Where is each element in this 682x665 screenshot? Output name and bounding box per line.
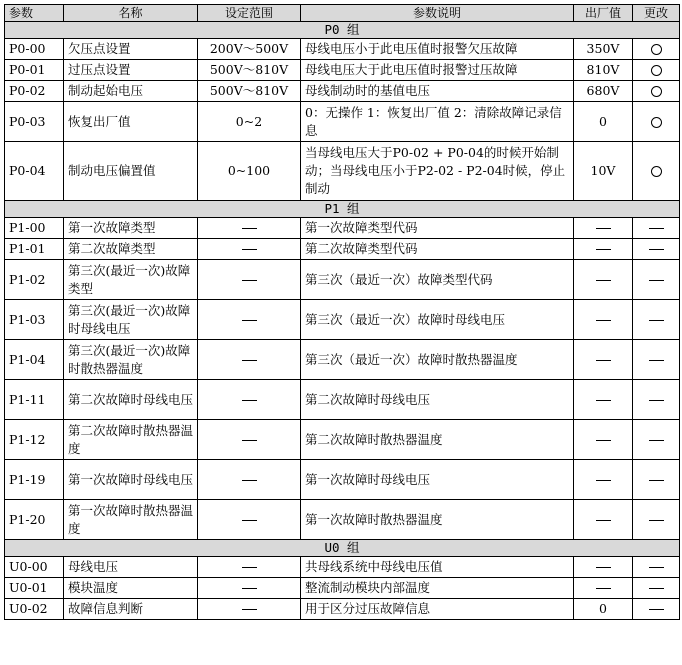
param-default bbox=[574, 500, 633, 540]
param-description: 当母线电压大于P0-02 + P0-04的时候开始制动；当母线电压小于P2-02 - P2-04时候，停止制动 bbox=[301, 142, 574, 201]
param-description: 整流制动模块内部温度 bbox=[301, 578, 574, 599]
param-code: P1-01 bbox=[5, 239, 64, 260]
param-code: P0-02 bbox=[5, 81, 64, 102]
dash-icon bbox=[242, 400, 257, 401]
dash-icon bbox=[596, 567, 611, 568]
param-name: 制动起始电压 bbox=[64, 81, 198, 102]
param-code: P1-02 bbox=[5, 260, 64, 300]
dash-icon bbox=[242, 249, 257, 250]
dash-icon bbox=[242, 480, 257, 481]
header-row bbox=[5, 5, 680, 22]
param-range bbox=[198, 340, 301, 380]
param-name: 第一次故障类型 bbox=[64, 218, 198, 239]
dash-icon bbox=[649, 480, 664, 481]
dash-icon bbox=[649, 228, 664, 229]
table-row bbox=[5, 557, 680, 578]
param-code: P1-20 bbox=[5, 500, 64, 540]
param-default bbox=[574, 460, 633, 500]
dash-icon bbox=[242, 360, 257, 361]
param-code: U0-01 bbox=[5, 578, 64, 599]
param-description: 母线电压小于此电压值时报警欠压故障 bbox=[301, 39, 574, 60]
dash-icon bbox=[242, 228, 257, 229]
dash-icon bbox=[649, 609, 664, 610]
dash-icon bbox=[596, 400, 611, 401]
param-change bbox=[633, 60, 680, 81]
group-header-row bbox=[5, 22, 680, 39]
param-description: 母线电压大于此电压值时报警过压故障 bbox=[301, 60, 574, 81]
table-row bbox=[5, 239, 680, 260]
table-row bbox=[5, 500, 680, 540]
table-row bbox=[5, 60, 680, 81]
param-name: 母线电压 bbox=[64, 557, 198, 578]
param-range: 500V～810V bbox=[198, 60, 301, 81]
param-name: 模块温度 bbox=[64, 578, 198, 599]
param-code: P1-03 bbox=[5, 300, 64, 340]
param-default: 810V bbox=[574, 60, 633, 81]
param-name: 过压点设置 bbox=[64, 60, 198, 81]
param-name: 第一次故障时散热器温度 bbox=[64, 500, 198, 540]
param-change bbox=[633, 500, 680, 540]
param-code: P0-03 bbox=[5, 102, 64, 142]
dash-icon bbox=[649, 280, 664, 281]
header-range: 设定范围 bbox=[198, 5, 301, 22]
param-change bbox=[633, 420, 680, 460]
param-code: P0-01 bbox=[5, 60, 64, 81]
dash-icon bbox=[242, 320, 257, 321]
param-default bbox=[574, 239, 633, 260]
param-default bbox=[574, 218, 633, 239]
table-row bbox=[5, 599, 680, 620]
param-default: 680V bbox=[574, 81, 633, 102]
param-description: 第二次故障时母线电压 bbox=[301, 380, 574, 420]
param-change bbox=[633, 300, 680, 340]
dash-icon bbox=[649, 588, 664, 589]
dash-icon bbox=[649, 360, 664, 361]
param-change bbox=[633, 102, 680, 142]
circle-icon bbox=[651, 117, 662, 128]
param-change bbox=[633, 460, 680, 500]
circle-icon bbox=[651, 86, 662, 97]
param-default bbox=[574, 260, 633, 300]
param-range bbox=[198, 460, 301, 500]
param-range bbox=[198, 260, 301, 300]
table-row bbox=[5, 260, 680, 300]
param-name: 第三次(最近一次)故障类型 bbox=[64, 260, 198, 300]
param-change bbox=[633, 599, 680, 620]
param-code: P0-04 bbox=[5, 142, 64, 201]
param-description: 第二次故障时散热器温度 bbox=[301, 420, 574, 460]
param-default: 350V bbox=[574, 39, 633, 60]
circle-icon bbox=[651, 166, 662, 177]
dash-icon bbox=[596, 360, 611, 361]
param-code: U0-02 bbox=[5, 599, 64, 620]
param-name: 恢复出厂值 bbox=[64, 102, 198, 142]
param-name: 第三次(最近一次)故障时母线电压 bbox=[64, 300, 198, 340]
param-description: 用于区分过压故障信息 bbox=[301, 599, 574, 620]
param-range bbox=[198, 380, 301, 420]
param-description: 第一次故障时散热器温度 bbox=[301, 500, 574, 540]
param-change bbox=[633, 39, 680, 60]
param-default bbox=[574, 380, 633, 420]
dash-icon bbox=[596, 249, 611, 250]
dash-icon bbox=[596, 320, 611, 321]
param-change bbox=[633, 81, 680, 102]
param-code: P1-11 bbox=[5, 380, 64, 420]
param-name: 欠压点设置 bbox=[64, 39, 198, 60]
group-header-row bbox=[5, 540, 680, 557]
param-name: 第二次故障类型 bbox=[64, 239, 198, 260]
param-description: 第一次故障时母线电压 bbox=[301, 460, 574, 500]
dash-icon bbox=[596, 440, 611, 441]
param-range bbox=[198, 599, 301, 620]
param-change bbox=[633, 218, 680, 239]
param-description: 第一次故障类型代码 bbox=[301, 218, 574, 239]
dash-icon bbox=[649, 400, 664, 401]
param-change bbox=[633, 239, 680, 260]
group-header-row bbox=[5, 201, 680, 218]
dash-icon bbox=[242, 567, 257, 568]
param-description: 母线制动时的基值电压 bbox=[301, 81, 574, 102]
table-body bbox=[5, 22, 680, 620]
param-description: 第三次（最近一次）故障类型代码 bbox=[301, 260, 574, 300]
param-change bbox=[633, 557, 680, 578]
dash-icon bbox=[649, 249, 664, 250]
param-range bbox=[198, 500, 301, 540]
table-row bbox=[5, 39, 680, 60]
circle-icon bbox=[651, 65, 662, 76]
param-range bbox=[198, 218, 301, 239]
param-description: 第二次故障类型代码 bbox=[301, 239, 574, 260]
param-range bbox=[198, 300, 301, 340]
param-default bbox=[574, 340, 633, 380]
param-code: P1-12 bbox=[5, 420, 64, 460]
param-default: 0 bbox=[574, 599, 633, 620]
table-row bbox=[5, 218, 680, 239]
param-default bbox=[574, 578, 633, 599]
param-code: P1-04 bbox=[5, 340, 64, 380]
param-name: 第二次故障时散热器温度 bbox=[64, 420, 198, 460]
dash-icon bbox=[596, 228, 611, 229]
header-default: 出厂值 bbox=[574, 5, 633, 22]
table-row bbox=[5, 340, 680, 380]
param-default bbox=[574, 557, 633, 578]
table-row bbox=[5, 300, 680, 340]
param-change bbox=[633, 142, 680, 201]
param-range: 500V～810V bbox=[198, 81, 301, 102]
header-name: 名称 bbox=[64, 5, 198, 22]
dash-icon bbox=[649, 567, 664, 568]
dash-icon bbox=[242, 520, 257, 521]
param-code: P1-19 bbox=[5, 460, 64, 500]
param-range bbox=[198, 239, 301, 260]
param-description: 第三次（最近一次）故障时母线电压 bbox=[301, 300, 574, 340]
param-default: 10V bbox=[574, 142, 633, 201]
param-range bbox=[198, 557, 301, 578]
param-change bbox=[633, 380, 680, 420]
dash-icon bbox=[242, 588, 257, 589]
circle-icon bbox=[651, 44, 662, 55]
table-row bbox=[5, 578, 680, 599]
param-range bbox=[198, 420, 301, 460]
group-title: P0 组 bbox=[5, 22, 680, 39]
dash-icon bbox=[242, 280, 257, 281]
table-row bbox=[5, 420, 680, 460]
param-code: P1-00 bbox=[5, 218, 64, 239]
header-desc: 参数说明 bbox=[301, 5, 574, 22]
table-row bbox=[5, 380, 680, 420]
table-row bbox=[5, 460, 680, 500]
param-code: U0-00 bbox=[5, 557, 64, 578]
table-row bbox=[5, 81, 680, 102]
param-default: 0 bbox=[574, 102, 633, 142]
header-change: 更改 bbox=[633, 5, 680, 22]
header-code: 参数 bbox=[5, 5, 64, 22]
param-name: 第三次(最近一次)故障时散热器温度 bbox=[64, 340, 198, 380]
param-name: 第一次故障时母线电压 bbox=[64, 460, 198, 500]
param-name: 第二次故障时母线电压 bbox=[64, 380, 198, 420]
param-description: 0：无操作 1：恢复出厂值 2：清除故障记录信息 bbox=[301, 102, 574, 142]
dash-icon bbox=[596, 480, 611, 481]
dash-icon bbox=[649, 440, 664, 441]
table-row bbox=[5, 102, 680, 142]
param-range: 0~2 bbox=[198, 102, 301, 142]
dash-icon bbox=[596, 280, 611, 281]
param-change bbox=[633, 260, 680, 300]
param-description: 第三次（最近一次）故障时散热器温度 bbox=[301, 340, 574, 380]
dash-icon bbox=[242, 440, 257, 441]
group-title: P1 组 bbox=[5, 201, 680, 218]
table-row bbox=[5, 142, 680, 201]
dash-icon bbox=[242, 609, 257, 610]
param-description: 共母线系统中母线电压值 bbox=[301, 557, 574, 578]
dash-icon bbox=[649, 320, 664, 321]
param-name: 故障信息判断 bbox=[64, 599, 198, 620]
param-change bbox=[633, 340, 680, 380]
dash-icon bbox=[596, 588, 611, 589]
param-range: 0~100 bbox=[198, 142, 301, 201]
group-title: U0 组 bbox=[5, 540, 680, 557]
param-name: 制动电压偏置值 bbox=[64, 142, 198, 201]
param-range bbox=[198, 578, 301, 599]
parameter-table bbox=[4, 4, 680, 620]
dash-icon bbox=[649, 520, 664, 521]
param-default bbox=[574, 300, 633, 340]
param-range: 200V～500V bbox=[198, 39, 301, 60]
param-code: P0-00 bbox=[5, 39, 64, 60]
param-default bbox=[574, 420, 633, 460]
dash-icon bbox=[596, 520, 611, 521]
param-change bbox=[633, 578, 680, 599]
